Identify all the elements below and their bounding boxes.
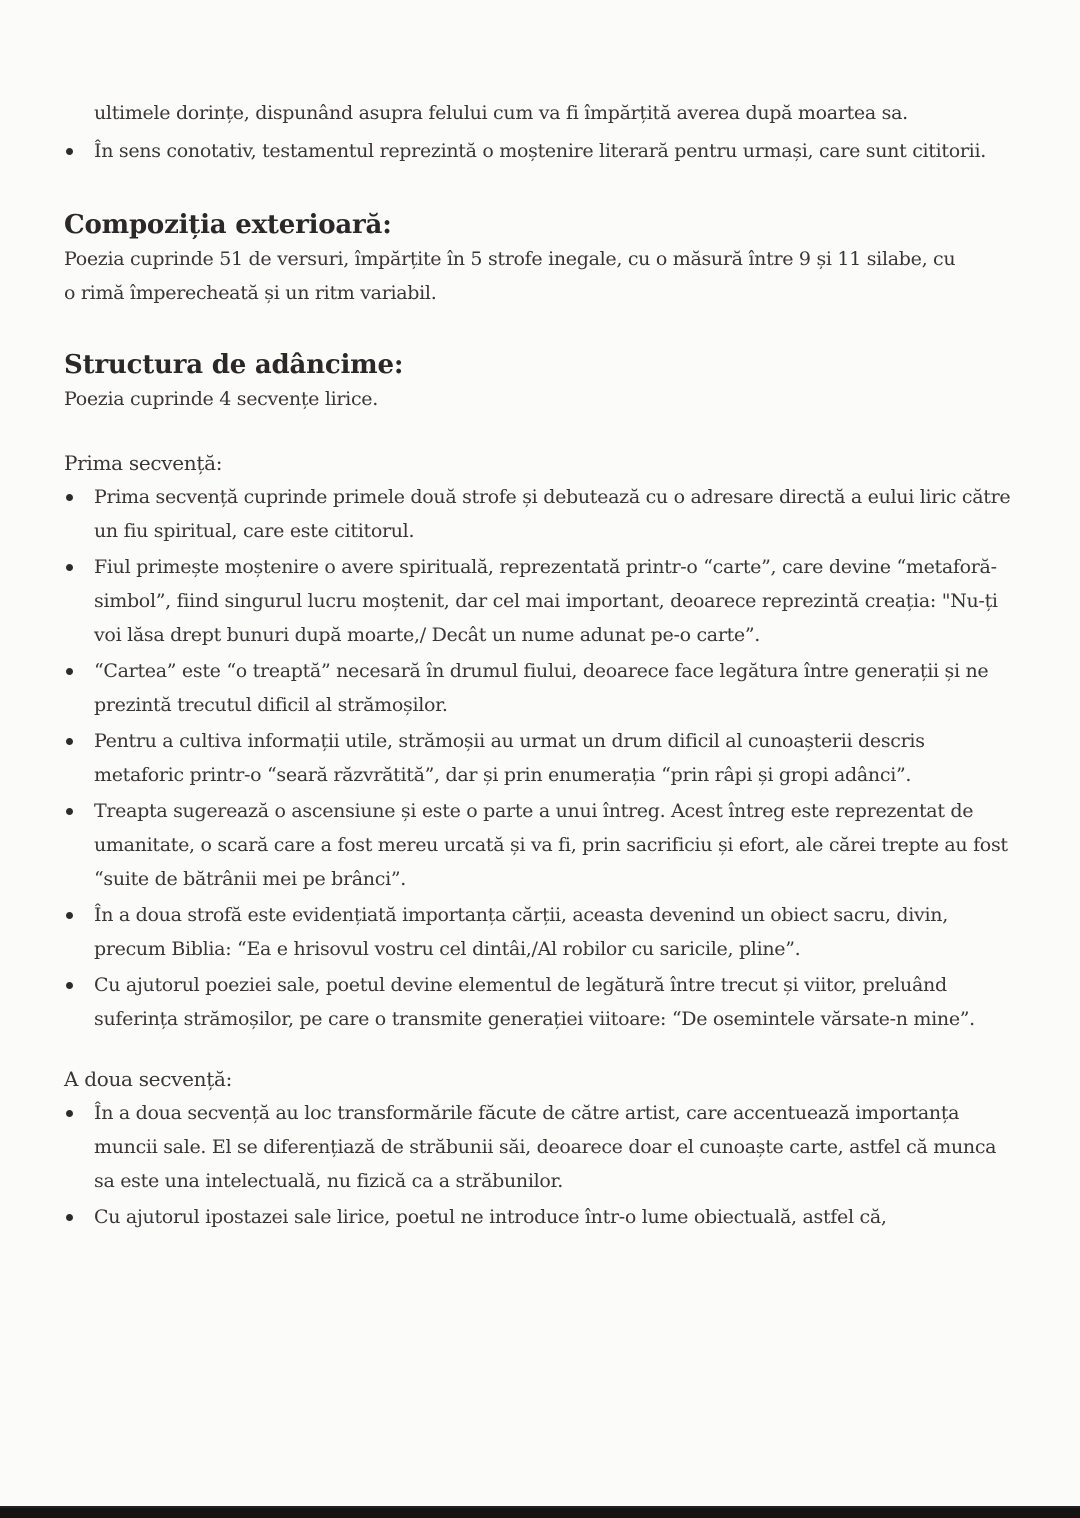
- list-item-text: “Cartea” este “o treaptă” necesară în drumul fiului, deoarece face legătura între generații și ne prezintă trecutul dificil al strămoșilor.: [94, 660, 989, 716]
- list-item: [64, 1096, 1014, 1198]
- list-item: [64, 898, 1014, 966]
- list-item: [64, 794, 1014, 896]
- list-item-text: În sens conotativ, testamentul reprezintă o moștenire literară pentru urmași, care sunt cititorii.: [94, 140, 986, 162]
- bullet-icon: [66, 668, 73, 675]
- list-item-text: Cu ajutorul poeziei sale, poetul devine elementul de legătură între trecut și viitor, preluând suferința strămoșilor, pe care o transmite generației viitoare: “De osemintele vărsate-n mine”.: [94, 974, 975, 1030]
- intro-bullets: [64, 134, 1014, 168]
- list-item-text: Cu ajutorul ipostazei sale lirice, poetul ne introduce într-o lume obiectuală, astfel că,: [94, 1206, 887, 1228]
- bullet-icon: [66, 494, 73, 501]
- section-heading-compozitie: Compoziția exterioară:: [64, 210, 392, 240]
- structura-text: Poezia cuprinde 4 secvențe lirice.: [64, 388, 378, 410]
- compozitie-text: Poezia cuprinde 51 de versuri, împărțite în 5 strofe inegale, cu o măsură între 9 și 11 silabe, cu o rimă împerecheată și un ritm variabil.: [64, 248, 956, 304]
- list-item-text: Treapta sugerează o ascensiune și este o parte a unui întreg. Acest întreg este reprezentat de umanitate, o scară care a fost mereu urcată și va fi, prin sacrificiu și efort, ale cărei trepte au fost “suite de bătrânii mei pe brânci”.: [94, 800, 1008, 890]
- bullet-icon: [66, 1214, 73, 1221]
- list-item: [64, 724, 1014, 792]
- list-item: [64, 1200, 1014, 1234]
- list-item: [64, 480, 1014, 548]
- subsection-title-secventa-1: Prima secvență:: [64, 451, 223, 475]
- list-item: [64, 134, 994, 168]
- bullet-icon: [66, 148, 73, 155]
- bullet-icon: [66, 912, 73, 919]
- page-content: [64, 96, 1014, 1236]
- list-item: [64, 968, 1014, 1036]
- intro-continuation: ultimele dorințe, dispunând asupra felului cum va fi împărțită averea după moartea sa.: [94, 102, 908, 124]
- list-item-text: Fiul primește moștenire o avere spirituală, reprezentată printr-o “carte”, care devine “metaforă-simbol”, fiind singurul lucru moștenit, dar cel mai important, deoarece reprezintă creația: "Nu-ți voi lăsa drept bunuri după moarte,/ Decât un nume adunat pe-o carte”.: [94, 556, 998, 646]
- list-item: [64, 550, 1014, 652]
- bullet-icon: [66, 564, 73, 571]
- bullet-icon: [66, 808, 73, 815]
- secventa-2-bullets: [64, 1096, 1014, 1234]
- bullet-icon: [66, 738, 73, 745]
- list-item-text: Pentru a cultiva informații utile, strămoșii au urmat un drum dificil al cunoașterii descris metaforic printr-o “seară răzvrătită”, dar și prin enumerația “prin râpi și gropi adânci”.: [94, 730, 925, 786]
- secventa-1-bullets: [64, 480, 1014, 1036]
- list-item-text: Prima secvență cuprinde primele două strofe și debutează cu o adresare directă a eului liric către un fiu spiritual, care este cititorul.: [94, 486, 1011, 542]
- bullet-icon: [66, 982, 73, 989]
- list-item-text: În a doua secvență au loc transformările făcute de către artist, care accentuează importanța muncii sale. El se diferențiază de străbunii săi, deoarece doar el cunoaște carte, astfel că munca sa este una intelectuală, nu fizică ca a străbunilor.: [94, 1102, 997, 1192]
- list-item: [64, 654, 1014, 722]
- list-item-text: În a doua strofă este evidențiată importanța cărții, aceasta devenind un obiect sacru, divin, precum Biblia: “Ea e hrisovul vostru cel dintâi,/Al robilor cu saricile, pline”.: [94, 904, 948, 960]
- subsection-title-secventa-2: A doua secvență:: [64, 1067, 233, 1091]
- section-heading-structura: Structura de adâncime:: [64, 350, 404, 380]
- bullet-icon: [66, 1110, 73, 1117]
